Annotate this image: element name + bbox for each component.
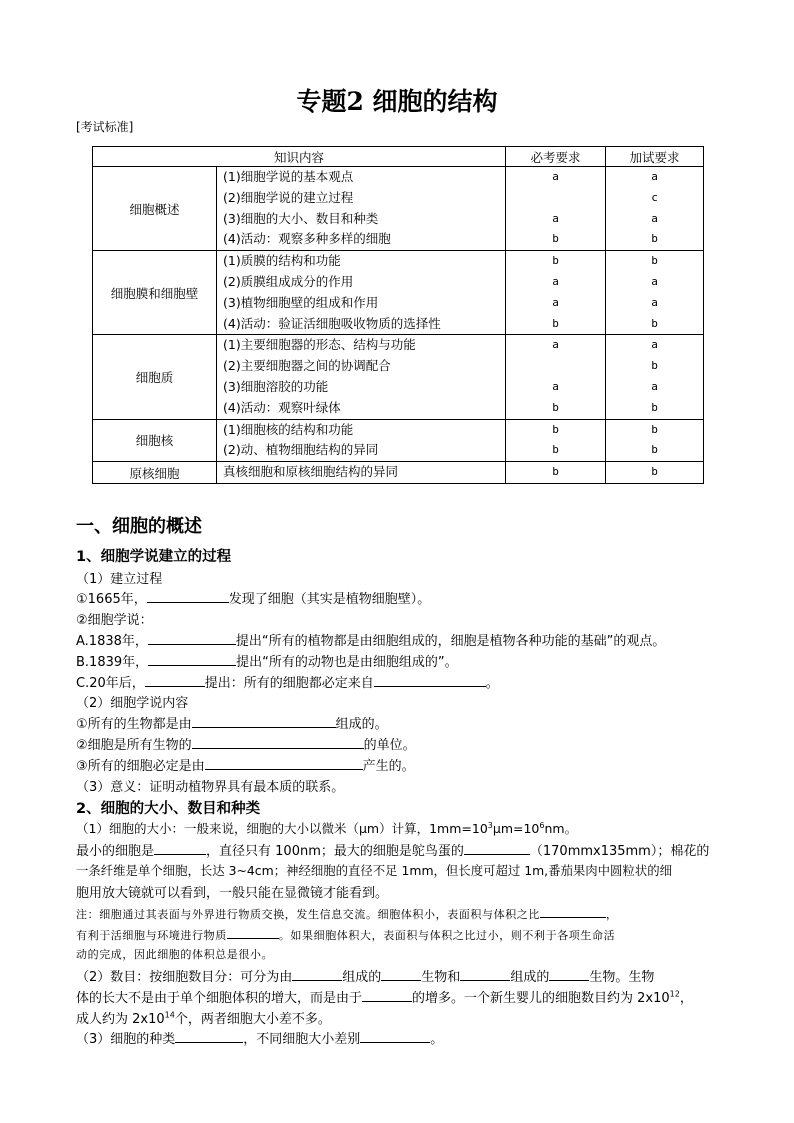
text-line: （3）意义：证明动植物界具有最本质的联系。 — [76, 780, 345, 795]
page-title: 专题2 细胞的结构 — [296, 87, 498, 116]
text-line — [76, 755, 415, 774]
exam-standard-label: [考试标准] — [76, 120, 134, 134]
blank — [292, 967, 342, 981]
text: ， — [679, 991, 693, 1006]
subheading-cell-size: 2、细胞的大小、数目和种类 — [76, 801, 261, 817]
item-text: (2)质膜组成成分的作用 — [223, 273, 354, 289]
additional-level: b — [651, 232, 658, 246]
superscript: 3 — [487, 820, 493, 830]
note-line: 动的完成，因此细胞的体积总是很小。 — [76, 948, 274, 961]
additional-level: b — [651, 400, 658, 414]
text: 。 — [485, 676, 499, 691]
required-level: a — [552, 170, 559, 183]
text: 生物。生物 — [589, 970, 655, 985]
additional-level: a — [651, 211, 658, 225]
header-required: 必考要求 — [506, 147, 606, 167]
item-text: (2)动、植物细胞结构的异同 — [223, 442, 379, 458]
blank — [464, 841, 530, 855]
required-level: b — [552, 465, 559, 479]
category-cell: 细胞概述 — [93, 167, 217, 251]
text: ③所有的细胞必定是由 — [76, 759, 205, 774]
additional-level: b — [651, 359, 658, 373]
blank — [148, 652, 236, 666]
note-line — [76, 904, 618, 922]
text: 的增多。一个新生婴儿的细胞数目约为 2x10 — [412, 991, 670, 1006]
text: 的单位。 — [363, 738, 416, 753]
text: ，不同细胞大小差别 — [243, 1032, 361, 1047]
text-line — [76, 1028, 443, 1047]
item-text-cell — [217, 419, 506, 462]
text: 成人约为 2x10 — [76, 1012, 165, 1027]
additional-level: a — [651, 295, 658, 309]
table-row — [93, 335, 704, 419]
blank — [175, 1029, 243, 1043]
table-row — [93, 419, 704, 462]
required-level — [506, 188, 605, 209]
text: 发现了细胞（其实是植物细胞壁）。 — [228, 592, 431, 607]
item-text: (2)主要细胞器之间的协调配合 — [223, 358, 391, 374]
text: 。 — [430, 1032, 444, 1047]
required-level-cell — [506, 335, 606, 419]
required-level-cell — [506, 419, 606, 462]
text: 组成的 — [342, 970, 382, 985]
blank — [145, 673, 205, 687]
header-content: 知识内容 — [93, 147, 506, 167]
category-cell: 原核细胞 — [93, 462, 217, 484]
text-line — [76, 630, 665, 649]
blank — [362, 988, 412, 1002]
blank — [147, 589, 229, 603]
additional-level: a — [651, 170, 658, 183]
required-level-cell — [506, 167, 606, 251]
table-row — [93, 462, 704, 484]
text: （2）数目：按细胞数目分：可分为由 — [76, 970, 293, 985]
item-text-cell — [217, 251, 506, 335]
text: 注：细胞通过其表面与外界进行物质交换，发生信息交流。细胞体积小，表面积与体积之比 — [76, 908, 540, 921]
required-level: a — [552, 274, 559, 288]
text: （1）细胞的大小：一般来说，细胞的大小以微米（μm）计算，1mm=10 — [76, 821, 488, 836]
required-level: b — [552, 316, 559, 330]
required-level — [506, 356, 605, 377]
text: C.20年后， — [76, 676, 145, 691]
item-text: (1)质膜的结构和功能 — [223, 253, 341, 269]
required-level-cell — [506, 251, 606, 335]
item-text: (1)主要细胞器的形态、结构与功能 — [223, 337, 416, 353]
text: 提出“所有的植物都是由细胞组成的，细胞是植物各种功能的基础”的观点。 — [235, 634, 666, 649]
text: 组成的 — [510, 970, 550, 985]
text: 体的长大不是由于单个细胞体积的增大，而是由于 — [76, 991, 363, 1006]
text: 组成的。 — [335, 717, 388, 732]
blank — [460, 967, 510, 981]
additional-level: a — [651, 274, 658, 288]
blank — [192, 735, 364, 749]
blank — [540, 904, 606, 918]
text-line: （1）建立过程 — [76, 572, 163, 587]
additional-level: b — [651, 254, 658, 268]
text: 提出：所有的细胞都必定来自 — [204, 676, 374, 691]
blank — [192, 714, 336, 728]
item-text-cell — [217, 462, 506, 484]
category-cell: 细胞膜和细胞壁 — [93, 251, 217, 335]
text: 最小的细胞是 — [76, 844, 155, 859]
required-level: b — [552, 422, 559, 436]
item-text-cell — [217, 167, 506, 251]
text: ，直径只有 100nm；最大的细胞是鸵鸟蛋的 — [206, 844, 464, 859]
table-header-row — [93, 147, 704, 167]
text-line — [76, 672, 499, 691]
item-text: (4)活动：验证活细胞吸收物质的选择性 — [223, 315, 441, 331]
text-line — [76, 819, 577, 837]
additional-level-cell — [606, 167, 704, 251]
item-text: (4)活动：观察多种多样的细胞 — [223, 231, 391, 247]
text-line: 一条纤维是单个细胞，长达 3~4cm；神经细胞的直径不足 1mm，但长度可超过 1m,番茄果肉中圆粒状的细 — [76, 863, 672, 878]
text: ， — [606, 908, 618, 921]
blank — [374, 673, 486, 687]
table-row — [93, 167, 704, 251]
text-line — [76, 1008, 331, 1027]
note-line — [76, 925, 615, 943]
additional-level: b — [651, 316, 658, 330]
additional-level: a — [651, 379, 658, 393]
category-cell: 细胞核 — [93, 419, 217, 462]
text-line: 胞用放大镜就可以看到，一般只能在显微镜才能看到。 — [76, 886, 389, 901]
text-line: ②细胞学说： — [76, 613, 153, 628]
item-text: (1)细胞学说的基本观点 — [223, 169, 354, 184]
text: B.1839年， — [76, 655, 149, 670]
exam-standard-table — [92, 146, 704, 484]
text: μm=10 — [492, 821, 540, 836]
text: （3）细胞的种类 — [76, 1032, 176, 1047]
additional-level-cell — [606, 462, 704, 484]
required-level: a — [552, 379, 559, 393]
item-text: 真核细胞和原核细胞结构的异同 — [223, 464, 399, 480]
text: ①1665年， — [76, 592, 147, 607]
additional-level: a — [651, 338, 658, 352]
superscript: 12 — [669, 989, 680, 999]
subheading-cell-theory: 1、细胞学说建立的过程 — [76, 549, 232, 565]
text: A.1838年， — [76, 634, 148, 649]
text: ②细胞是所有生物的 — [76, 738, 192, 753]
text-line — [76, 987, 693, 1006]
item-text: (2)细胞学说的建立过程 — [223, 189, 354, 205]
text: 有利于活细胞与环境进行物质 — [76, 929, 227, 942]
blank — [549, 967, 589, 981]
text: 生物和 — [421, 970, 461, 985]
item-text: (1)细胞核的结构和功能 — [223, 421, 354, 437]
additional-level-cell — [606, 251, 704, 335]
required-level: b — [552, 400, 559, 414]
item-text-cell — [217, 335, 506, 419]
blank — [154, 841, 206, 855]
text-line — [76, 840, 709, 859]
text: 个，两者细胞大小差不多。 — [174, 1012, 331, 1027]
table-row — [93, 251, 704, 335]
blank — [381, 967, 421, 981]
additional-level: b — [651, 422, 658, 436]
additional-level: b — [651, 443, 658, 457]
text: 产生的。 — [362, 759, 415, 774]
superscript: 6 — [539, 820, 545, 830]
text: （170mmx135mm）；棉花的 — [529, 844, 710, 859]
text: 。如果细胞体积大，表面积与体积之比过小，则不利于各项生命活 — [278, 929, 616, 942]
required-level: b — [552, 254, 559, 268]
blank — [148, 631, 236, 645]
section-heading: 一、细胞的概述 — [76, 516, 202, 537]
required-level: b — [552, 232, 559, 246]
additional-level: c — [651, 190, 658, 204]
blank — [360, 1029, 430, 1043]
item-text: (3)细胞溶胶的功能 — [223, 378, 329, 394]
text: ①所有的生物都是由 — [76, 717, 192, 732]
additional-level-cell — [606, 335, 704, 419]
additional-level-cell — [606, 419, 704, 462]
item-text: (3)植物细胞壁的组成和作用 — [223, 294, 379, 310]
required-level: a — [552, 295, 559, 309]
additional-level: b — [651, 465, 658, 479]
text-line — [76, 713, 388, 732]
required-level-cell — [506, 462, 606, 484]
item-text: (4)活动：观察叶绿体 — [223, 399, 341, 415]
text-line — [76, 734, 416, 753]
text-line: （2）细胞学说内容 — [76, 696, 189, 711]
text-line — [76, 651, 458, 670]
text: nm。 — [544, 821, 578, 836]
header-additional: 加试要求 — [606, 147, 704, 167]
text-line — [76, 588, 430, 607]
blank — [227, 925, 279, 939]
required-level: a — [552, 211, 559, 225]
category-cell: 细胞质 — [93, 335, 217, 419]
blank — [205, 756, 363, 770]
text: 提出“所有的动物也是由细胞组成的”。 — [236, 655, 458, 670]
item-text: (3)细胞的大小、数目和种类 — [223, 210, 379, 226]
text-line — [76, 966, 654, 985]
superscript: 14 — [164, 1010, 175, 1020]
required-level: b — [552, 443, 559, 457]
required-level: a — [552, 338, 559, 352]
